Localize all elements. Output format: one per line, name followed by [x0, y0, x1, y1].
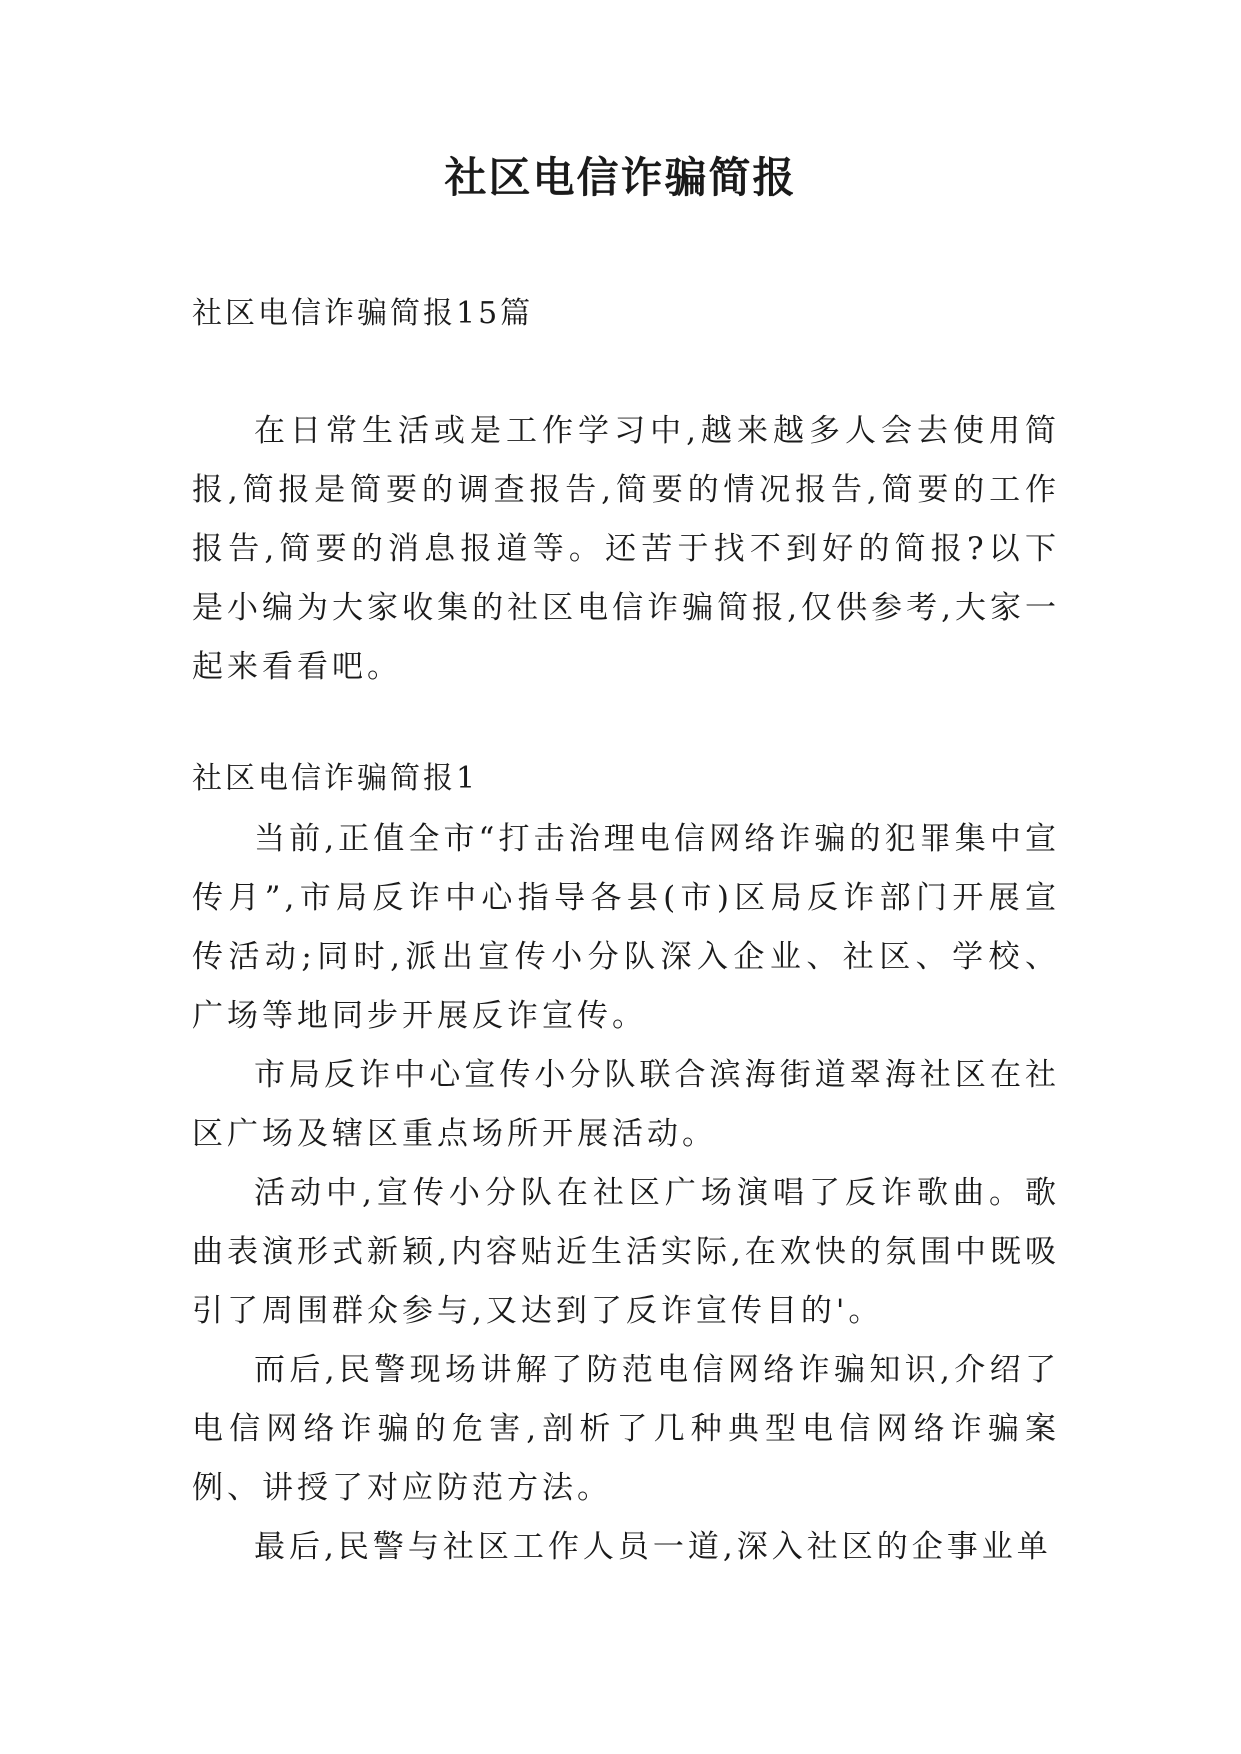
- body-paragraph: 当前,正值全市“打击治理电信网络诈骗的犯罪集中宣传月”,市局反诈中心指导各县(市)区局反诈部门开展宣传活动;同时,派出宣传小分队深入企业、社区、学校、广场等地同步开展反诈宣传。: [192, 821, 1060, 1034]
- section-heading: 社区电信诈骗简报1: [192, 761, 479, 796]
- body-paragraph: 活动中,宣传小分队在社区广场演唱了反诈歌曲。歌曲表演形式新颖,内容贴近生活实际,在欢快的氛围中既吸引了周围群众参与,又达到了反诈宣传目的'。: [192, 1175, 1060, 1329]
- body-paragraph: 最后,民警与社区工作人员一道,深入社区的企事业单: [254, 1529, 1052, 1565]
- body-paragraph: 市局反诈中心宣传小分队联合滨海街道翠海社区在社区广场及辖区重点场所开展活动。: [192, 1057, 1060, 1152]
- section-body: [192, 810, 1060, 1577]
- intro-section: [192, 402, 1060, 697]
- body-paragraph: 而后,民警现场讲解了防范电信网络诈骗知识,介绍了电信网络诈骗的危害,剖析了几种典型电信网络诈骗案例、讲授了对应防范方法。: [192, 1352, 1060, 1506]
- document-title: 社区电信诈骗简报: [444, 153, 797, 202]
- intro-paragraph: 在日常生活或是工作学习中,越来越多人会去使用简报,简报是简要的调查报告,简要的情况报告,简要的工作报告,简要的消息报道等。还苦于找不到好的简报?以下是小编为大家收集的社区电信诈骗简报,仅供参考,大家一起来看看吧。: [192, 413, 1060, 685]
- document-subtitle: 社区电信诈骗简报15篇: [192, 296, 534, 331]
